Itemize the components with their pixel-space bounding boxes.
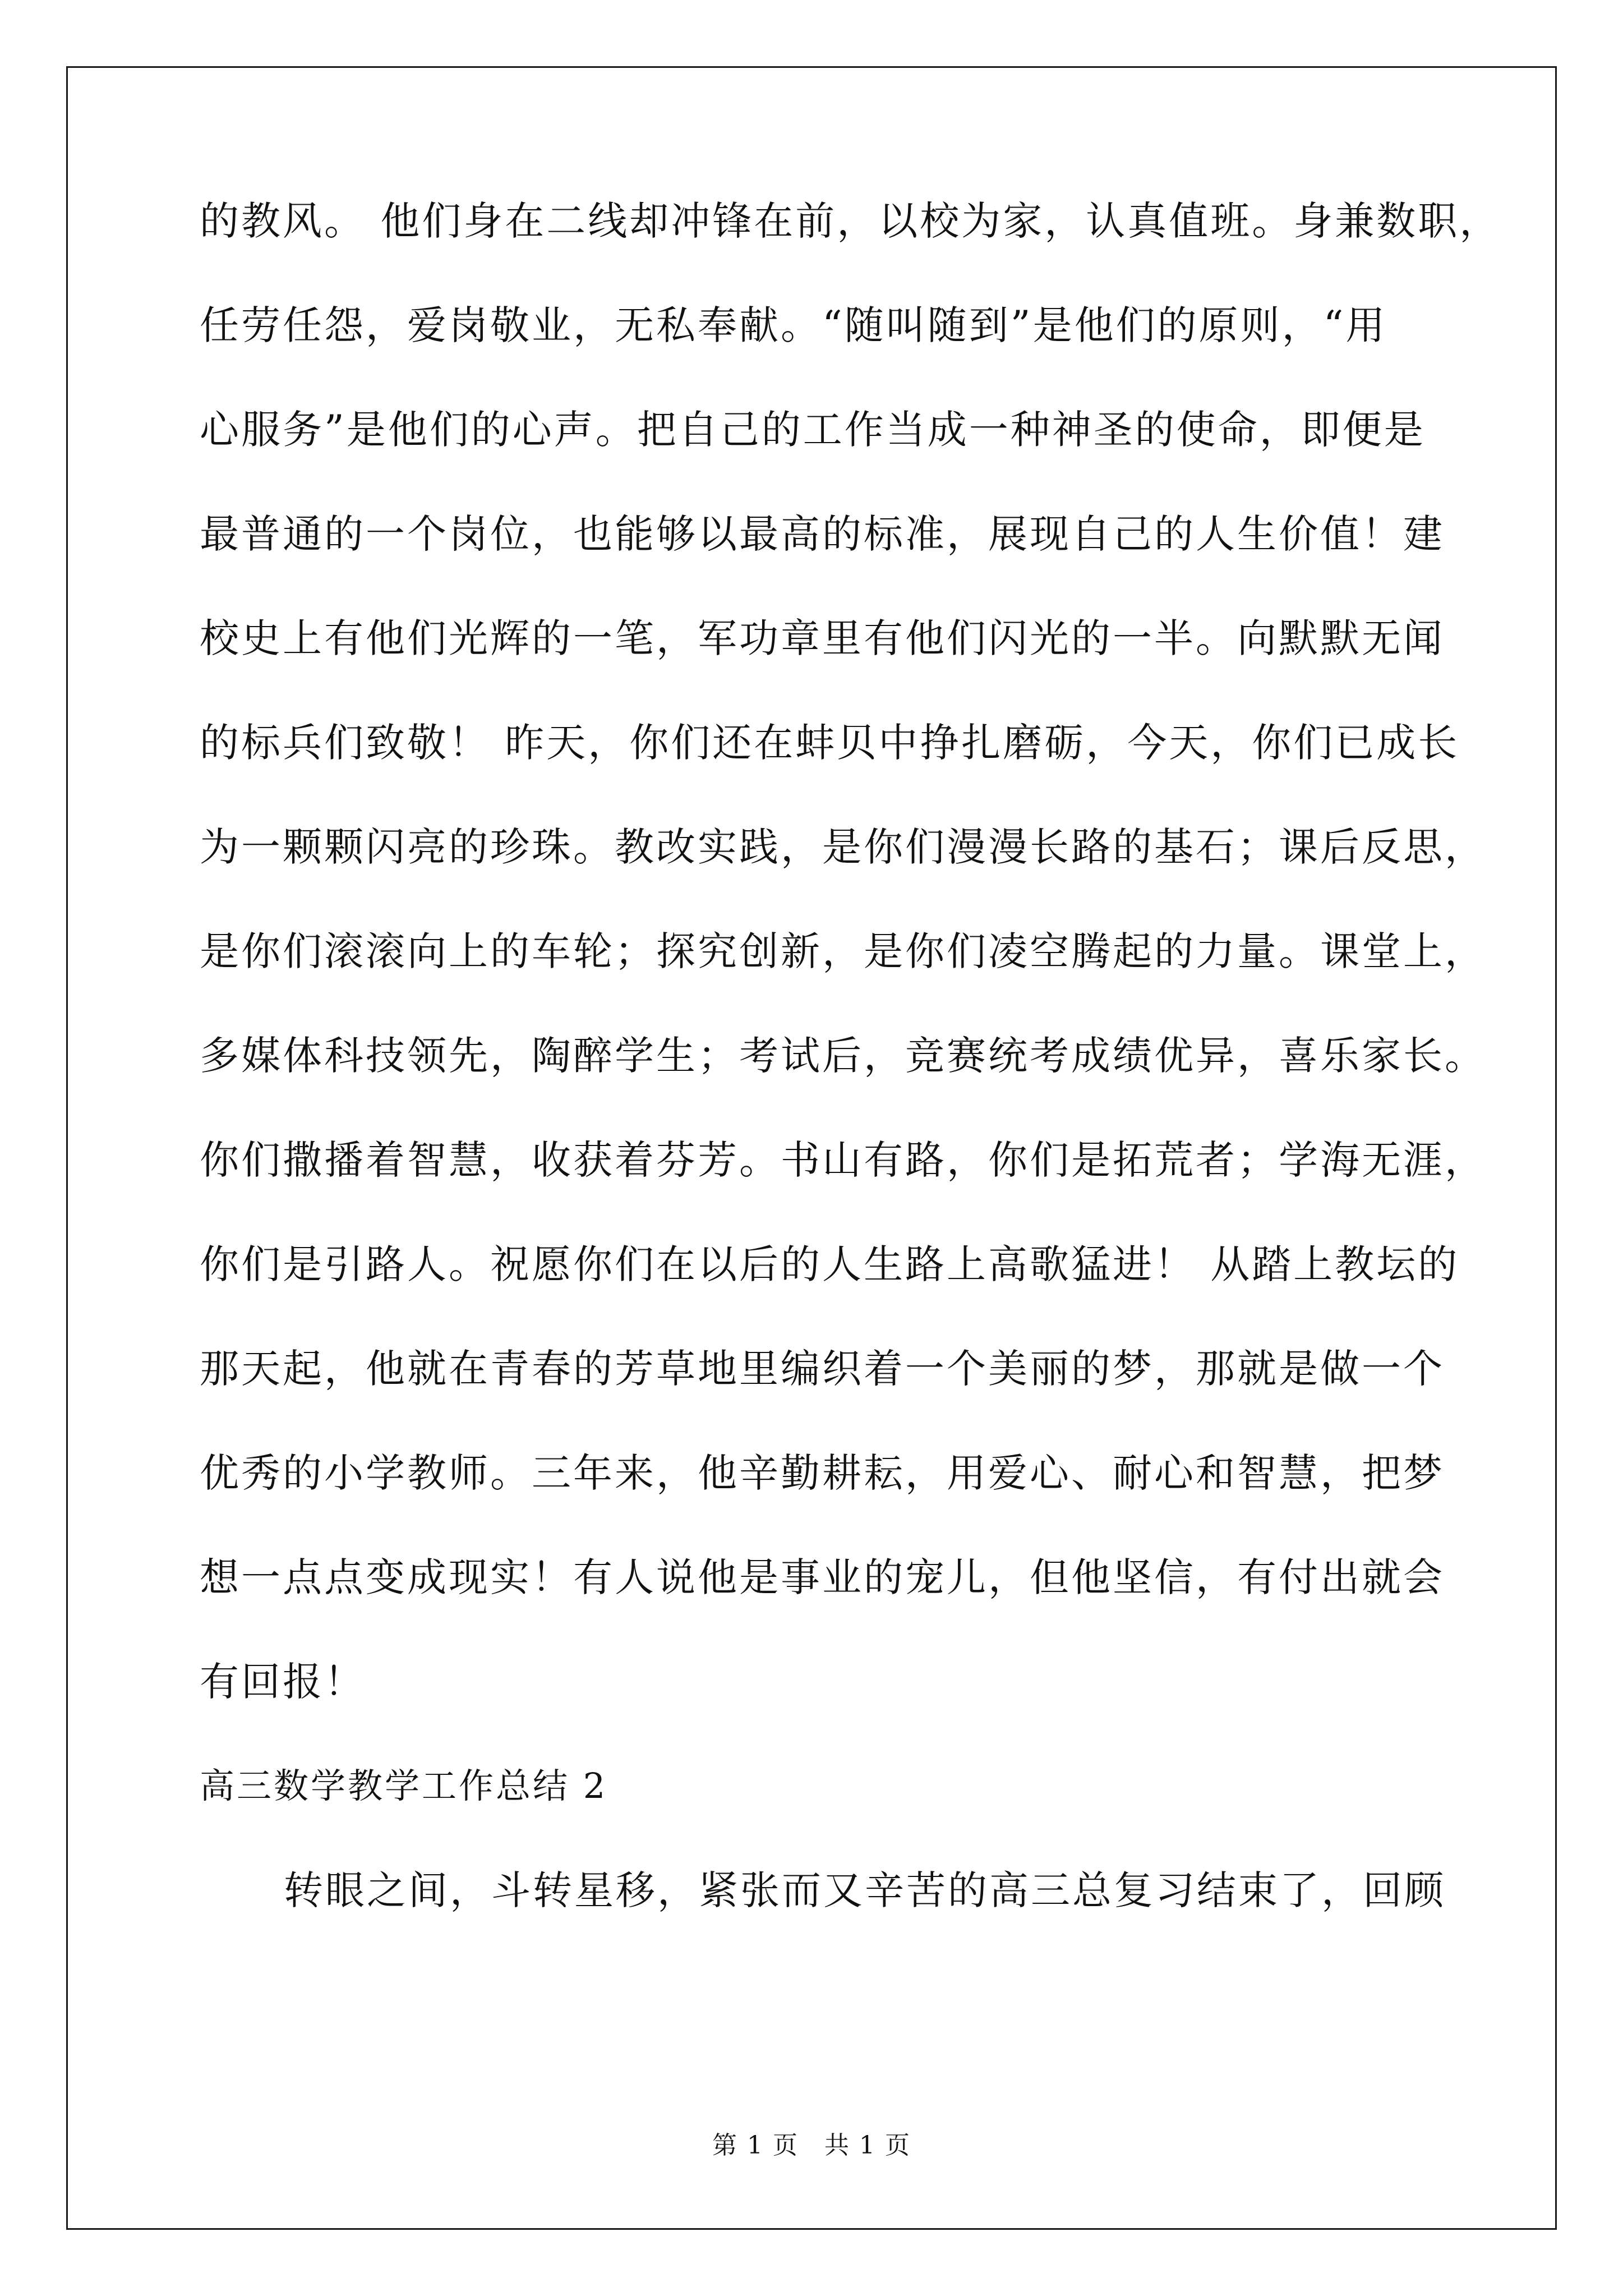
paragraph-line: 你们是引路人。祝愿你们在以后的人生路上高歌猛进！ 从踏上教坛的 bbox=[200, 1241, 1460, 1287]
paragraph-line: 有回报！ bbox=[200, 1659, 366, 1705]
paragraph-line: 多媒体科技领先，陶醉学生；考试后，竞赛统考成绩优异，喜乐家长。 bbox=[200, 1033, 1486, 1079]
paragraph-line: 是你们滚滚向上的车轮；探究创新，是你们凌空腾起的力量。课堂上， bbox=[200, 928, 1486, 974]
paragraph-line: 的标兵们致敬！ 昨天，你们还在蚌贝中挣扎磨砺，今天，你们已成长 bbox=[200, 720, 1460, 766]
paragraph-line: 想一点点变成现实！有人说他是事业的宠儿，但他坚信，有付出就会 bbox=[200, 1554, 1445, 1600]
paragraph-line: 任劳任怨，爱岗敬业，无私奉献。“随叫随到”是他们的原则，“用 bbox=[200, 302, 1387, 348]
paragraph-line: 你们撒播着智慧，收获着芬芳。书山有路，你们是拓荒者；学海无涯， bbox=[200, 1137, 1486, 1183]
paragraph-line: 的教风。 他们身在二线却冲锋在前，以校为家，认真值班。身兼数职， bbox=[200, 198, 1501, 244]
section-heading: 高三数学教学工作总结 2 bbox=[200, 1765, 608, 1806]
paragraph-line: 优秀的小学教师。三年来，他辛勤耕耘，用爱心、耐心和智慧，把梦 bbox=[200, 1450, 1445, 1496]
paragraph-line: 校史上有他们光辉的一笔，军功章里有他们闪光的一半。向默默无闻 bbox=[200, 615, 1445, 661]
paragraph-line: 心服务”是他们的心声。把自己的工作当成一种神圣的使命，即便是 bbox=[200, 407, 1426, 453]
paragraph-line: 最普通的一个岗位，也能够以最高的标准，展现自己的人生价值！建 bbox=[200, 511, 1445, 557]
section-first-line: 转眼之间，斗转星移，紧张而又辛苦的高三总复习结束了，回顾 bbox=[284, 1867, 1446, 1913]
paragraph-line: 为一颗颗闪亮的珍珠。教改实践，是你们漫漫长路的基石；课后反思， bbox=[200, 824, 1486, 870]
page-number-footer: 第 1 页 共 1 页 bbox=[712, 2131, 911, 2160]
document-body bbox=[200, 194, 1501, 1968]
paragraph-line: 那天起，他就在青春的芳草地里编织着一个美丽的梦，那就是做一个 bbox=[200, 1346, 1445, 1392]
